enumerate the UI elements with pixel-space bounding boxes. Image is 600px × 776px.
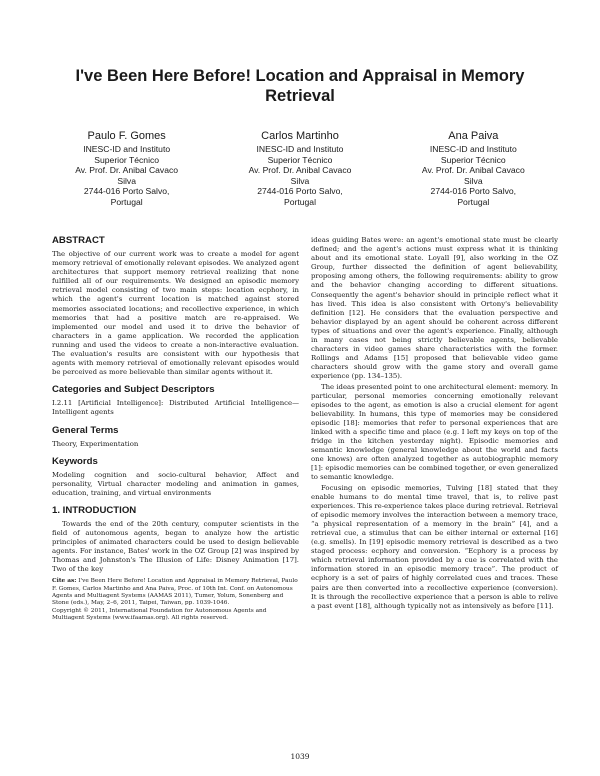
- author-address: Portugal: [283, 196, 316, 207]
- body-paragraph: ideas guiding Bates were: an agent's emotional state must be clearly defined; and the agent's actions must express what it is thinking about and its emotional state. Loyall [9], also working in the OZ Group, further dissected the definition of agent believability, proposing among others, the following requirements: ability to grow and the behavior changing according to different situations. Consequently the agent's behavior should in principle reflect what it has lived. This idea is also consistent with Ortony's believability definition [12]. He considers that the evaluation perspective and behavior displayed by an agent should be coherent across different types of situations and over the agent's experience. Finally, although in many cases not being strictly believable agents, believable characters in video games share characteristics with the former. Rollings and Adams [15] proposed that believable video game characters should grow with the game story and overall game experience (pp. 134–135).: [311, 236, 558, 381]
- author-1: [40, 130, 213, 208]
- author-3: [387, 130, 560, 208]
- right-column: [311, 236, 558, 612]
- citation-footnote: [52, 578, 299, 622]
- author-affiliation: INESC-ID and Instituto: [83, 144, 171, 154]
- categories-heading: Categories and Subject Descriptors: [52, 384, 215, 396]
- body-paragraph: Focusing on episodic memories, Tulving [18] stated that they enable humans to do mental time travel, that is, to relive past experiences. This re-experience takes place during retrieval. Retrieval of episodic memory involves the interaction between a memory trace, “a physical representation of a memory in the brain” [4], and a retrieval cue, a stimulus that can be either internal or external [16] (e.g. smells). In [19] episodic memory retrieval is described as a two staged process: ecphory and conversion. “Ecphory is a process by which retrieval information provided by a cue is correlated with the information stored in an episodic memory trace”. The product of ecphory is a set of pairs of highly correlated cues and traces. These pairs are then converted into a recollective experience (conversion). It is through the recollective experience that a person is able to relive a past event [18], although typically not as intensively as before [11].: [311, 483, 558, 610]
- author-block: [40, 130, 560, 208]
- author-affiliation: INESC-ID and Instituto: [256, 144, 344, 154]
- cite-label: Cite as:: [52, 578, 77, 585]
- copyright-notice: Copyright © 2011, International Foundation for Autonomous Agents and Multiagent Systems (www.ifaamas.org). All rights reserved.: [52, 607, 267, 621]
- author-affiliation: Silva: [290, 175, 310, 186]
- author-address: 2744-016 Porto Salvo,: [430, 186, 517, 197]
- author-2: [213, 130, 386, 208]
- introduction-text: Towards the end of the 20th century, computer scientists in the field of autonomous agents, began to analyze how the artistic principles of animated characters could be used to design believable agents. For instance, Bates' work in the OZ Group [2] was inspired by Thomas and Johnston's The Illusion of Life: Disney Animation [17]. Two of the key: [52, 519, 299, 574]
- keywords-text: Modeling cognition and socio-cultural behavior, Affect and personality, Virtual character modeling and animation in games, education, training, and virtual environments: [52, 470, 299, 497]
- author-address: Portugal: [457, 196, 490, 207]
- author-affiliation: Silva: [117, 175, 136, 186]
- author-affiliation: Superior Técnico: [267, 154, 333, 165]
- author-affiliation: Av. Prof. Dr. Anibal Cavaco: [421, 165, 525, 176]
- author-affiliation: Superior Técnico: [440, 154, 506, 165]
- author-affiliation: INESC-ID and Instituto: [429, 144, 517, 154]
- abstract-text: The objective of our current work was to create a model for agent memory retrieval of emotionally relevant episodes. We analyzed agent architectures that support memory retrieval realizing that none fulfilled all of our requirements. We designed an episodic memory retrieval model consisting of two main steps: location ecphory, in which the agent's current location is matched against stored memories associated locations; and recollective experience, in which memories that had a positive match are re-appraised. We implemented our model and used it to drive the behavior of characters in a game application. We recorded the application running and used the videos to create a non-interactive evaluation. The evaluation's results are consistent with our hypothesis that agents with memory retrieval of emotionally relevant episodes would be perceived as more believable than similar agents without it.: [52, 250, 299, 377]
- author-affiliation: Superior Técnico: [94, 154, 160, 165]
- page-number: 1039: [290, 752, 310, 761]
- author-name: Carlos Martinho: [261, 130, 339, 142]
- author-name: Ana Paiva: [448, 130, 499, 142]
- abstract-heading: ABSTRACT: [52, 235, 105, 246]
- left-column: [52, 235, 299, 622]
- keywords-heading: Keywords: [52, 455, 98, 467]
- cite-text: I've Been Here Before! Location and Appraisal in Memory Retrieval, Paulo F. Gomes, Carlos Martinho and Ana Paiva, Proc. of 10th Int. Conf. on Autonomous Agents and Multiagent Systems (AAMAS 2011), Tumer, Yolum, Sonenberg and Stone (eds.), May, 2–6, 2011, Taipei, Taiwan, pp. 1039-1046.: [52, 578, 298, 607]
- terms-heading: General Terms: [52, 424, 119, 436]
- author-address: 2744-016 Porto Salvo,: [83, 186, 170, 197]
- terms-text: Theory, Experimentation: [52, 439, 139, 448]
- categories-text: I.2.11 [Artificial Intelligence]: Distributed Artificial Intelligence—Intelligent agents: [52, 399, 299, 417]
- paper-title: I've Been Here Before! Location and Appraisal in Memory Retrieval: [75, 67, 525, 105]
- author-name: Paulo F. Gomes: [87, 130, 166, 142]
- author-address: 2744-016 Porto Salvo,: [257, 186, 343, 197]
- introduction-heading: 1. INTRODUCTION: [52, 504, 137, 516]
- author-address: Portugal: [110, 196, 143, 207]
- author-affiliation: Silva: [464, 175, 483, 186]
- author-affiliation: Av. Prof. Dr. Anibal Cavaco: [248, 165, 352, 176]
- author-affiliation: Av. Prof. Dr. Anibal Cavaco: [75, 165, 179, 176]
- body-paragraph: The ideas presented point to one architectural element: memory. In particular, personal memories concerning emotionally relevant episodes to the agent, as emotion is also a crucial element for agent believability. In humans, this type of memories may be considered episodic [18]: memories that refer to personal experiences that are linked with a specific time and place (e.g. I left my keys on top of the fridge in the kitchen yesterday night). Episodic memories and semantic knowledge (general knowledge about the world and facts one knows) are often analyzed together as autobiographic memory [1]: episodic memories can be combined together, or even generalized to semantic knowledge.: [311, 382, 558, 482]
